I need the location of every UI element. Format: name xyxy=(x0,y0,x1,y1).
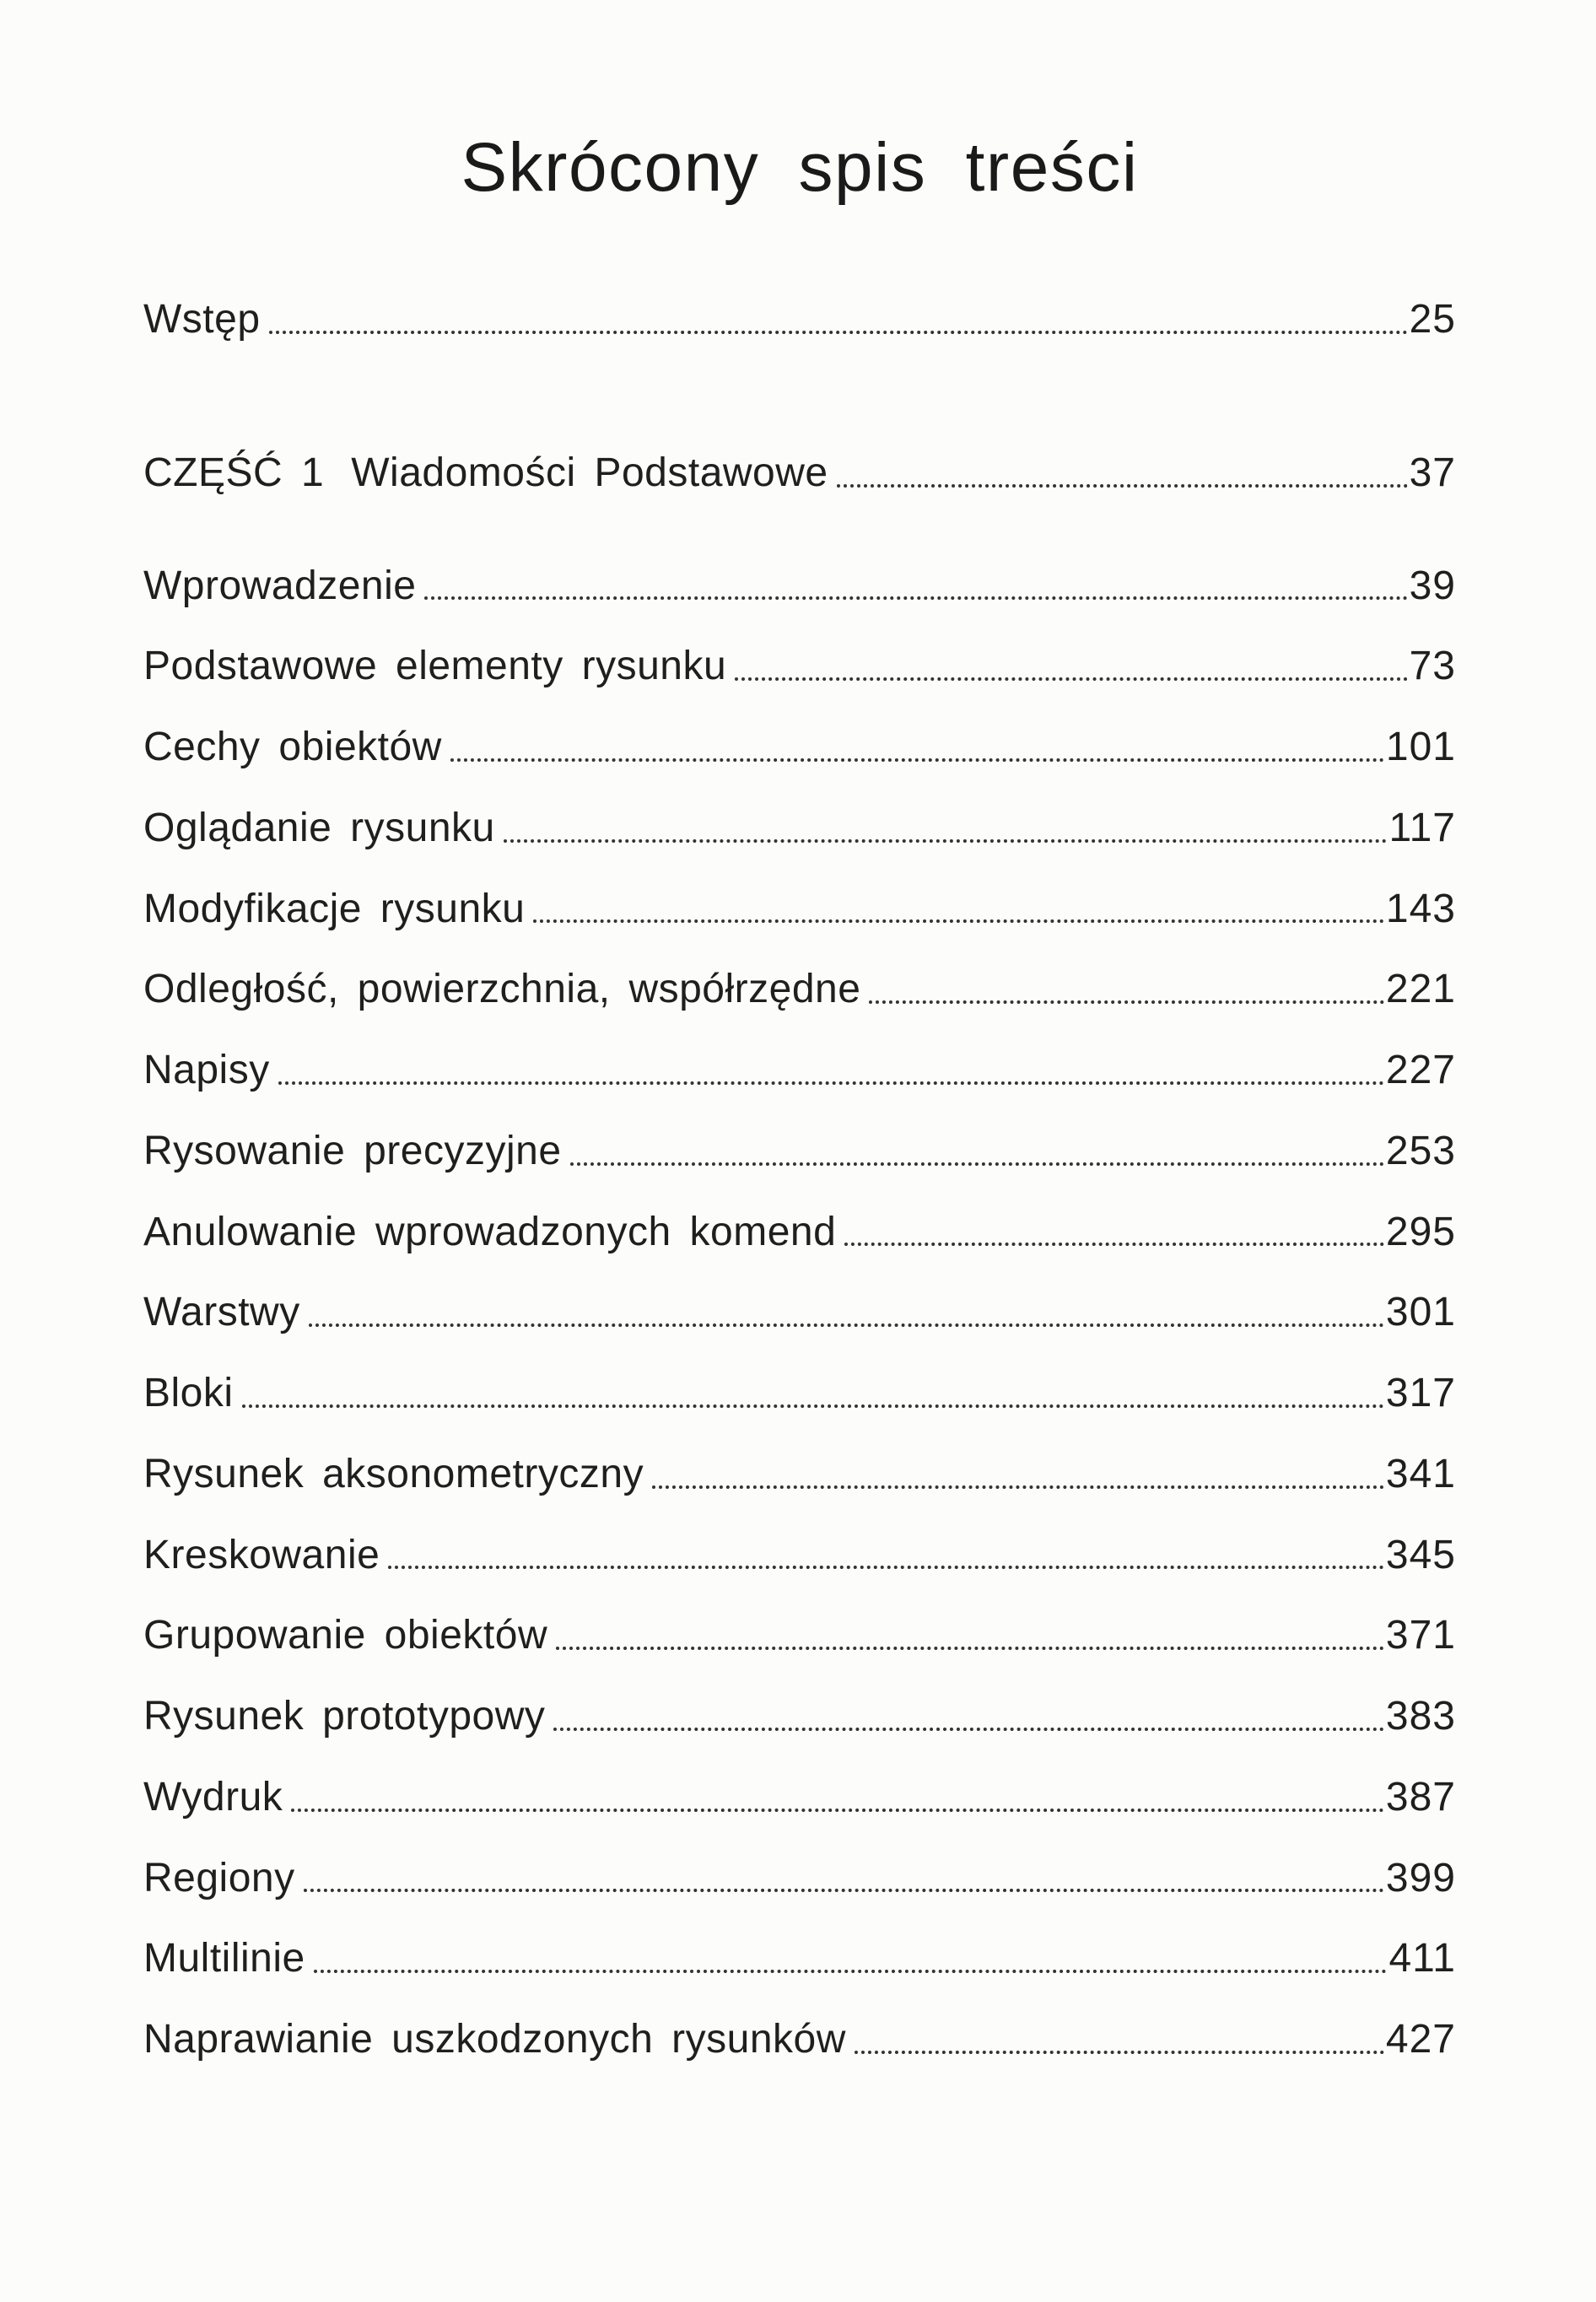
toc-entry-page-number: 411 xyxy=(1388,1936,1456,1981)
dot-leader xyxy=(424,596,1407,600)
toc-entry-page-number: 341 xyxy=(1385,1451,1456,1496)
toc-entry-label: Odległość, powierzchnia, współrzędne xyxy=(143,967,861,1012)
dot-leader xyxy=(556,1647,1384,1650)
toc-entry-part xyxy=(143,450,1456,496)
dot-leader xyxy=(291,1809,1384,1812)
dot-leader xyxy=(570,1162,1384,1166)
dot-leader xyxy=(837,484,1408,488)
dot-leader xyxy=(652,1485,1384,1489)
toc-entry xyxy=(143,1371,1456,1416)
dot-leader xyxy=(269,331,1408,334)
toc-entry-label: Wstęp xyxy=(143,297,261,342)
toc-entry-page-number: 317 xyxy=(1385,1371,1456,1415)
dot-leader xyxy=(314,1970,1388,1973)
toc-entry-label: Rysunek aksonometryczny xyxy=(143,1451,644,1496)
toc-entry-label: Wydruk xyxy=(143,1774,283,1819)
dot-leader xyxy=(304,1889,1384,1892)
toc-entry xyxy=(143,1936,1456,1981)
toc-page-title: Skrócony spis treści xyxy=(461,129,1139,206)
toc-entry-page-number: 427 xyxy=(1385,2017,1456,2062)
dot-leader xyxy=(855,2051,1384,2054)
toc-part-label: CZĘŚĆ 1 xyxy=(143,450,325,495)
toc-entry xyxy=(143,1290,1456,1335)
toc-entry-page-number: 399 xyxy=(1385,1855,1456,1900)
toc-entry xyxy=(143,725,1456,770)
dot-leader xyxy=(309,1324,1384,1327)
toc-entry-label: Bloki xyxy=(143,1371,234,1415)
toc-entry-label: Modyfikacje rysunku xyxy=(143,886,526,931)
toc-entry-label: Oglądanie rysunku xyxy=(143,805,495,850)
toc-entry xyxy=(143,1775,1456,1820)
toc-entry-page-number: 25 xyxy=(1409,297,1456,342)
toc-entry-label: Kreskowanie xyxy=(143,1532,380,1577)
toc-entry-label: Cechy obiektów xyxy=(143,725,442,769)
toc-entry-page-number: 101 xyxy=(1385,725,1456,769)
toc-entry-label: Rysowanie precyzyjne xyxy=(143,1128,562,1173)
toc-entry-page-number: 39 xyxy=(1409,563,1456,608)
dot-leader xyxy=(735,677,1407,681)
toc-entry xyxy=(143,806,1456,851)
dot-leader xyxy=(869,1000,1383,1004)
toc-entry-label: Warstwy xyxy=(143,1290,300,1335)
toc-entry-page-number: 37 xyxy=(1409,450,1456,495)
dot-leader xyxy=(450,758,1384,762)
toc-entry-label: Wprowadzenie xyxy=(143,563,417,608)
dot-leader xyxy=(278,1081,1384,1085)
dot-leader xyxy=(242,1404,1384,1408)
toc-entry xyxy=(143,967,1456,1012)
toc-entry-label: Multilinie xyxy=(143,1936,305,1981)
toc-entry xyxy=(143,1048,1456,1093)
dot-leader xyxy=(388,1566,1384,1569)
toc-entry-intro xyxy=(143,297,1456,342)
toc-entry-label: Napisy xyxy=(143,1048,270,1092)
toc-entry-label: Rysunek prototypowy xyxy=(143,1694,546,1739)
toc-entry xyxy=(143,2017,1456,2062)
toc-entry-page-number: 253 xyxy=(1385,1128,1456,1173)
toc-entry xyxy=(143,1613,1456,1658)
toc-entry-page-number: 301 xyxy=(1385,1290,1456,1335)
toc-entry xyxy=(143,1856,1456,1901)
toc-entry xyxy=(143,563,1456,609)
toc-part-subtitle: Wiadomości Podstawowe xyxy=(351,450,828,495)
toc-entry-page-number: 345 xyxy=(1385,1532,1456,1577)
toc-chapter-list xyxy=(143,563,1456,2062)
toc-entry-label: Anulowanie wprowadzonych komend xyxy=(143,1209,837,1254)
toc-entry-label: Regiony xyxy=(143,1855,295,1900)
dot-leader xyxy=(553,1728,1384,1731)
toc-entry-page-number: 387 xyxy=(1385,1774,1456,1819)
toc-entry-page-number: 117 xyxy=(1388,805,1456,850)
toc-entry xyxy=(143,887,1456,932)
toc-entry xyxy=(143,1210,1456,1255)
dot-leader xyxy=(504,839,1388,843)
toc-entry-page-number: 371 xyxy=(1385,1613,1456,1658)
toc-entry xyxy=(143,1694,1456,1739)
toc-entry-page-number: 383 xyxy=(1385,1694,1456,1739)
toc-entry-page-number: 73 xyxy=(1409,644,1456,689)
toc-entry-page-number: 295 xyxy=(1385,1209,1456,1254)
dot-leader xyxy=(533,919,1384,923)
toc-entry-page-number: 143 xyxy=(1385,886,1456,931)
toc-entry-page-number: 227 xyxy=(1385,1048,1456,1092)
dot-leader xyxy=(844,1243,1384,1246)
toc-entry xyxy=(143,644,1456,689)
toc-entry xyxy=(143,1533,1456,1578)
toc-entry-label: Grupowanie obiektów xyxy=(143,1613,548,1658)
toc-entry-label: Podstawowe elementy rysunku xyxy=(143,644,727,689)
toc-entry-page-number: 221 xyxy=(1385,967,1456,1012)
toc-entry xyxy=(143,1129,1456,1174)
toc-entry xyxy=(143,1452,1456,1497)
toc-entry-label: Naprawianie uszkodzonych rysunków xyxy=(143,2017,846,2062)
